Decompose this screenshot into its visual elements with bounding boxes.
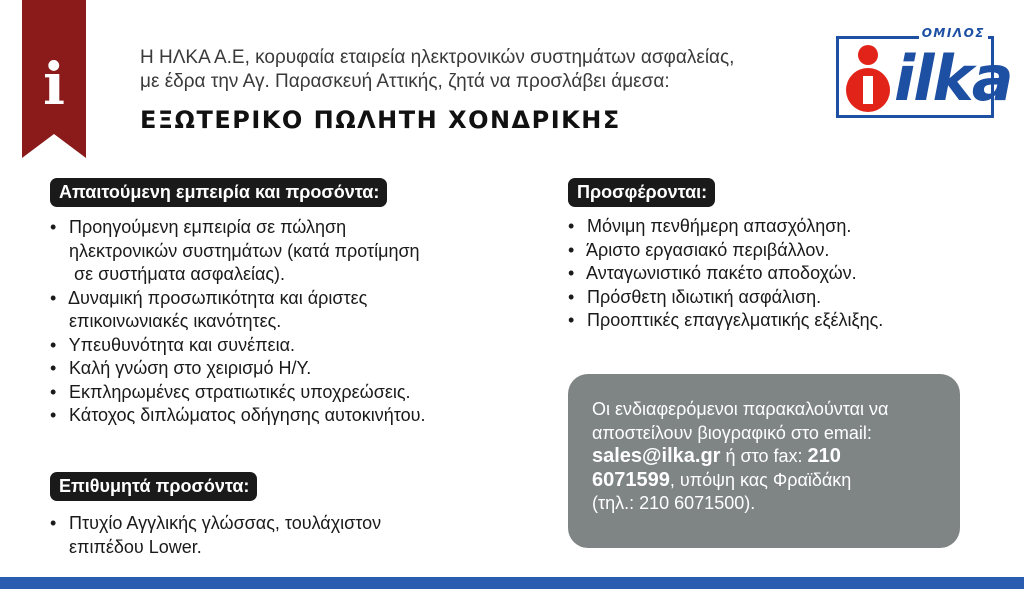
info-letter: i [42,50,66,118]
bullet-icon: • [50,513,57,533]
requirement-item-1-line-2 [50,240,425,264]
info-ribbon-icon [22,0,86,158]
intro-text [140,46,820,94]
offer-item-2-line-1 [568,239,883,263]
requirements-label: Απαιτούμενη εμπειρία και προσόντα: [50,178,387,207]
bullet-icon: • [568,216,575,236]
info-ribbon [22,0,86,158]
contact-box [568,374,960,548]
bullet-icon: • [50,334,57,355]
requirement-text: Υπευθυνότητα και συνέπεια. [64,334,295,355]
contact-phone: (τηλ.: 210 6071500). [592,493,756,513]
bullet-icon: • [568,286,575,307]
bullet-icon: • [568,239,575,260]
requirement-item-3-line-1 [50,334,425,358]
requirement-text: σε συστήματα ασφαλείας). [64,264,286,284]
desired-list [50,512,381,559]
intro-line-2: με έδρα την Αγ. Παρασκευή Αττικής, ζητά να προσλάβει άμεσα: [140,71,670,92]
bullet-icon: • [568,310,575,330]
bullet-icon: • [50,217,57,237]
requirement-item-2-line-2 [50,310,425,334]
offer-text: Ανταγωνιστικό πακέτο αποδοχών. [582,263,857,283]
offer-text: Προοπτικές επαγγελματικής εξέλιξης. [582,310,884,330]
bullet-icon: • [50,358,57,378]
desired-item-1-line-2 [50,536,381,560]
offer-item-1-line-1 [568,215,883,239]
contact-fax-number-2: 6071599 [592,468,670,491]
contact-attention: , υπόψη κας Φραϊδάκη [669,469,852,490]
requirement-item-1-line-1 [50,216,425,240]
desired-text: επιπέδου Lower. [64,536,202,557]
offers-label: Προσφέρονται: [568,178,715,207]
contact-email[interactable]: sales@ilka.gr [592,445,721,467]
offer-item-3-line-1 [568,262,883,286]
offer-item-4-line-1 [568,286,883,310]
requirements-list [50,216,425,428]
requirement-text: ηλεκτρονικών συστημάτων (κατά προτίμηση [64,240,420,261]
contact-line-1: Οι ενδιαφερόμενοι παρακαλούνται να [592,399,889,419]
requirement-text: Καλή γνώση στο χειρισμό Η/Υ. [64,358,312,378]
requirement-item-1-line-3 [50,263,425,287]
ilka-logo [836,26,1012,118]
requirement-item-5-line-1 [50,381,425,405]
desired-label: Επιθυμητά προσόντα: [50,472,257,501]
desired-item-1-line-1 [50,512,381,536]
offer-item-5-line-1 [568,309,883,333]
bullet-icon: • [50,381,57,402]
requirement-text: επικοινωνιακές ικανότητες. [64,311,282,331]
offer-text: Πρόσθετη ιδιωτική ασφάλιση. [582,286,822,307]
contact-fax-number-1: 210 [807,445,841,467]
desired-text: Πτυχίο Αγγλικής γλώσσας, τουλάχιστον [64,513,382,533]
requirement-text: Προηγούμενη εμπειρία σε πώληση [64,217,347,237]
logo-i-mark-icon [840,42,896,114]
logo-text: ilka [894,42,1012,115]
intro-line-1: Η ΗΛΚΑ Α.Ε, κορυφαία εταιρεία ηλεκτρονικών συστημάτων ασφαλείας, [140,47,735,68]
logo-group-label: ΟΜΙΛΟΣ [919,26,988,40]
contact-line-2: αποστείλουν βιογραφικό στο email: [592,422,872,443]
requirement-text: Κάτοχος διπλώματος οδήγησης αυτοκινήτου. [64,405,426,425]
requirement-item-2-line-1 [50,287,425,311]
offer-text: Άριστο εργασιακό περιβάλλον. [582,239,830,260]
requirement-text: Εκπληρωμένες στρατιωτικές υποχρεώσεις. [64,381,411,402]
footer-bar [0,577,1024,589]
offer-text: Μόνιμη πενθήμερη απασχόληση. [582,216,852,236]
bullet-icon: • [50,287,57,308]
bullet-icon: • [568,263,575,283]
requirement-item-6-line-1 [50,404,425,428]
requirement-item-4-line-1 [50,357,425,381]
offers-list [568,215,883,333]
requirement-text: Δυναμική προσωπικότητα και άριστες [64,287,368,308]
job-title: ΕΞΩΤΕΡΙΚΟ ΠΩΛΗΤΗ ΧΟΝΔΡΙΚΗΣ [140,106,621,134]
bullet-icon: • [50,405,57,425]
contact-fax-prefix: ή στο fax: [720,446,808,466]
